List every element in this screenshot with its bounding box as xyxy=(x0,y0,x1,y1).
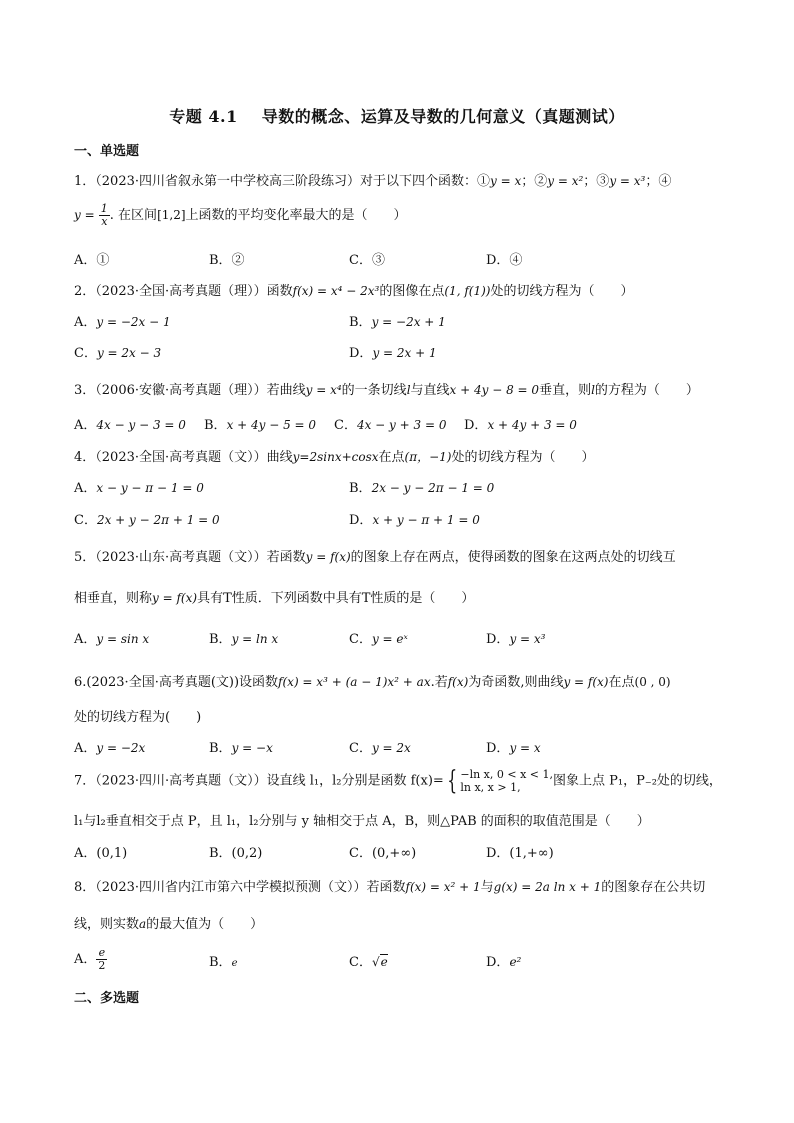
q7-option-c[interactable]: C．(0,+∞) xyxy=(349,846,417,861)
q2-option-b[interactable]: B．y = −2x + 1 xyxy=(349,315,446,330)
q2-option-c[interactable]: C．y = 2x − 3 xyxy=(74,346,162,361)
q6-option-a[interactable]: A．y = −2x xyxy=(74,741,146,756)
q4-option-b[interactable]: B．2x − y − 2π − 1 = 0 xyxy=(349,481,495,496)
q7-option-d[interactable]: D．(1,+∞) xyxy=(486,846,554,861)
page-title xyxy=(0,104,794,127)
q5-stem: 5．（2023·山东·高考真题（文））若函数y = f(x)的图象上存在两点，使得函数的图象在这两点处的切线互 xyxy=(74,550,676,565)
q1-stem-2: y = $\frac{1}{x}$ . 在区间[1,2]上函数的平均变化率最大的是（ ） xyxy=(74,202,407,228)
q7-option-a[interactable]: A．(0,1) xyxy=(74,846,128,861)
q1-stem: 1．（2023·四川省叙永第一中学校高三阶段练习）对于以下四个函数：①y = x；②y = x²；③y = x³；④ xyxy=(74,174,672,189)
q1-option-a[interactable]: A．① xyxy=(74,253,110,268)
q1-option-d[interactable]: D．④ xyxy=(486,253,523,268)
q5-stem-2: 相垂直，则称y = f(x)具有T性质．下列函数中具有T性质的是（ ） xyxy=(74,591,475,606)
q3-option-c[interactable]: C．4x − y + 3 = 0 xyxy=(334,418,447,433)
q6-option-c[interactable]: C．y = 2x xyxy=(349,741,411,756)
q3-option-d[interactable]: D．x + 4y + 3 = 0 xyxy=(464,418,577,433)
q5-option-a[interactable]: A．y = sin x xyxy=(74,632,150,647)
q8-option-c[interactable]: C．√e xyxy=(349,955,388,970)
section-single-choice: 一、单选题 xyxy=(74,144,140,159)
q7-option-b[interactable]: B．(0,2) xyxy=(209,846,263,861)
q4-option-d[interactable]: D．x + y − π + 1 = 0 xyxy=(349,513,480,528)
q8-option-a[interactable]: A． $\frac{e}{2}$ xyxy=(74,946,106,972)
q2-stem: 2．（2023·全国·高考真题（理））函数f(x) = x⁴ − 2x³的图像在点(1, f(1))处的切线方程为（ ） xyxy=(74,284,634,299)
q7-piecewise: { −ln x, 0 < x < 1, ln x, x > 1, xyxy=(447,765,553,796)
q3-stem: 3．（2006·安徽·高考真题（理））若曲线y = x⁴的一条切线l与直线x + 4y − 8 = 0垂直，则l的方程为（ ） xyxy=(74,383,699,398)
q4-stem: 4．（2023·全国·高考真题（文））曲线y=2sinx+cosx在点(π，−1)处的切线方程为（ ） xyxy=(74,450,595,465)
section-multiple-choice: 二、多选题 xyxy=(74,991,140,1006)
q7-stem: 7．（2023·四川·高考真题（文））设直线 l₁，l₂分别是函数 f(x)= { −ln x, 0 < x < 1, ln x, x > 1, 图象上点 P₁，P₋₂处的切线， xyxy=(74,765,722,796)
q1-fraction: $\frac{1}{x}$ xyxy=(100,202,108,228)
q5-option-d[interactable]: D．y = x³ xyxy=(486,632,546,647)
q6-stem-2: 处的切线方程为( ) xyxy=(74,710,202,725)
q5-option-b[interactable]: B．y = ln x xyxy=(209,632,279,647)
q5-option-c[interactable]: C．y = eˣ xyxy=(349,632,408,647)
q2-option-d[interactable]: D．y = 2x + 1 xyxy=(349,346,437,361)
q4-option-a[interactable]: A．x − y − π − 1 = 0 xyxy=(74,481,204,496)
q2-option-a[interactable]: A．y = −2x − 1 xyxy=(74,315,171,330)
q8-stem-2: 线，则实数a的最大值为（ ） xyxy=(74,917,264,932)
q6-option-b[interactable]: B．y = −x xyxy=(209,741,273,756)
q7-stem-2: l₁与l₂垂直相交于点 P，且 l₁，l₂分别与 y 轴相交于点 A，B，则△PAB 的面积的取值范围是（ ） xyxy=(74,814,650,829)
title-text: 导数的概念、运算及导数的几何意义（真题测试） xyxy=(261,107,625,126)
q3-option-a[interactable]: A．4x − y − 3 = 0 xyxy=(74,418,186,433)
q4-option-c[interactable]: C．2x + y − 2π + 1 = 0 xyxy=(74,513,220,528)
q6-option-d[interactable]: D．y = x xyxy=(486,741,541,756)
q6-stem: 6.(2023·全国·高考真题(文))设函数f(x) = x³ + (a − 1)x² + ax.若f(x)为奇函数,则曲线y = f(x)在点(0 , 0) xyxy=(74,675,671,690)
q8-option-b[interactable]: B．e xyxy=(209,955,238,970)
q1-option-b[interactable]: B．② xyxy=(209,253,245,268)
q1-option-c[interactable]: C．③ xyxy=(349,253,385,268)
q8-stem: 8．（2023·四川省内江市第六中学模拟预测（文））若函数f(x) = x² + 1与g(x) = 2a ln x + 1的图象存在公共切 xyxy=(74,880,706,895)
title-prefix: 专题 xyxy=(169,107,203,126)
q8-option-d[interactable]: D．e² xyxy=(486,955,522,970)
title-number: 4.1 xyxy=(208,107,238,126)
q3-option-b[interactable]: B．x + 4y − 5 = 0 xyxy=(204,418,317,433)
